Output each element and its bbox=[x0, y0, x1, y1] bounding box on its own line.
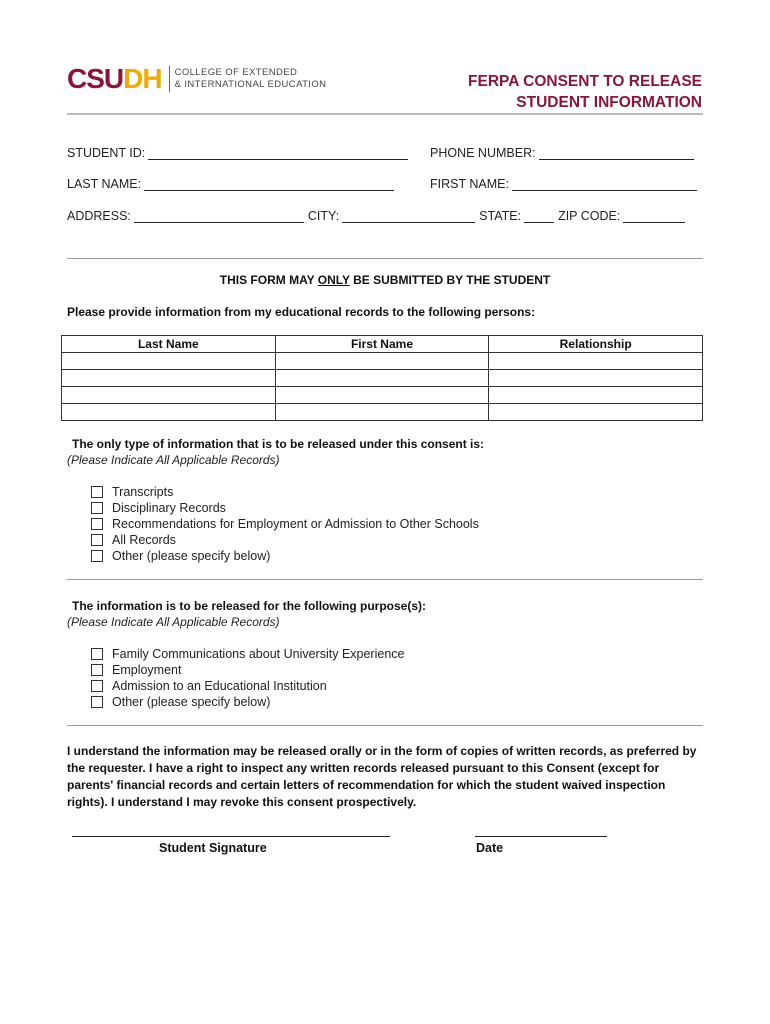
student-signature-label: Student Signature bbox=[159, 841, 267, 855]
option-other-info[interactable] bbox=[91, 548, 479, 564]
section-divider-3 bbox=[67, 725, 703, 726]
checkbox[interactable] bbox=[91, 518, 103, 530]
table-cell[interactable] bbox=[62, 353, 276, 370]
address-label: ADDRESS: bbox=[67, 209, 131, 223]
consent-statement: I understand the information may be released orally or in the form of copies of written records, as preferred by the requester. I have a right to inspect any written records released pursuant to this Consent (except for parents' financial records and certain letters of recommendation for which the student waived inspection rights). I understand I may revoke this consent prospectively. bbox=[67, 744, 697, 809]
option-label: Recommendations for Employment or Admission to Other Schools bbox=[112, 517, 479, 531]
option-other-purpose[interactable] bbox=[91, 694, 404, 710]
last-name-field[interactable] bbox=[67, 177, 394, 191]
student-id-field[interactable] bbox=[67, 146, 408, 160]
table-cell[interactable] bbox=[275, 404, 489, 421]
table-cell[interactable] bbox=[489, 404, 703, 421]
address-row bbox=[67, 209, 689, 223]
checkbox[interactable] bbox=[91, 696, 103, 708]
state-blank[interactable] bbox=[524, 210, 554, 223]
date-label: Date bbox=[476, 841, 504, 855]
option-label: Other (please specify below) bbox=[112, 695, 271, 709]
address-blank[interactable] bbox=[134, 210, 304, 223]
checkbox[interactable] bbox=[91, 502, 103, 514]
form-title-line-1: FERPA CONSENT TO RELEASE bbox=[468, 73, 702, 90]
zip-code-label: ZIP CODE: bbox=[558, 209, 621, 223]
section-divider-1 bbox=[67, 258, 703, 259]
table-cell[interactable] bbox=[62, 387, 276, 404]
persons-intro: Please provide information from my educational records to the following persons: bbox=[67, 305, 536, 319]
checkbox[interactable] bbox=[91, 550, 103, 562]
table-row bbox=[62, 404, 703, 421]
option-family-communications[interactable] bbox=[91, 646, 404, 662]
checkbox[interactable] bbox=[91, 534, 103, 546]
checkbox[interactable] bbox=[91, 486, 103, 498]
logo-dh-text: DH bbox=[123, 63, 162, 94]
phone-number-blank[interactable] bbox=[539, 147, 694, 160]
option-all-records[interactable] bbox=[91, 532, 479, 548]
logo-college-name bbox=[175, 67, 327, 91]
option-transcripts[interactable] bbox=[91, 484, 479, 500]
date-line[interactable] bbox=[475, 836, 607, 837]
info-type-options bbox=[91, 484, 479, 564]
checkbox[interactable] bbox=[91, 680, 103, 692]
option-label: Admission to an Educational Institution bbox=[112, 679, 327, 693]
purpose-subheading: (Please Indicate All Applicable Records) bbox=[67, 615, 280, 629]
first-name-blank[interactable] bbox=[512, 178, 697, 191]
form-title bbox=[468, 71, 702, 113]
option-admission[interactable] bbox=[91, 678, 404, 694]
table-cell[interactable] bbox=[489, 353, 703, 370]
phone-number-field[interactable] bbox=[430, 146, 694, 160]
notice-text-before: THIS FORM MAY bbox=[219, 273, 318, 287]
title-divider bbox=[67, 113, 703, 115]
phone-number-label: PHONE NUMBER: bbox=[430, 146, 536, 160]
student-id-blank[interactable] bbox=[148, 147, 408, 160]
col-relationship: Relationship bbox=[489, 336, 703, 353]
option-label: All Records bbox=[112, 533, 176, 547]
option-recommendations[interactable] bbox=[91, 516, 479, 532]
table-row bbox=[62, 387, 703, 404]
table-cell[interactable] bbox=[62, 370, 276, 387]
logo-line-1: COLLEGE OF EXTENDED bbox=[174, 67, 298, 78]
purpose-options bbox=[91, 646, 404, 710]
submission-notice bbox=[0, 273, 770, 287]
option-label: Other (please specify below) bbox=[112, 549, 271, 563]
logo-divider bbox=[169, 66, 170, 92]
city-blank[interactable] bbox=[342, 210, 475, 223]
col-first-name: First Name bbox=[275, 336, 489, 353]
first-name-label: FIRST NAME: bbox=[430, 177, 509, 191]
table-row bbox=[62, 370, 703, 387]
info-type-heading: The only type of information that is to be released under this consent is: bbox=[72, 437, 485, 451]
option-label: Employment bbox=[112, 663, 182, 677]
table-header-row bbox=[62, 336, 703, 353]
table-cell[interactable] bbox=[489, 387, 703, 404]
option-label: Transcripts bbox=[112, 485, 174, 499]
table-cell[interactable] bbox=[275, 370, 489, 387]
table-cell[interactable] bbox=[275, 387, 489, 404]
checkbox[interactable] bbox=[91, 664, 103, 676]
logo-line-2: & INTERNATIONAL EDUCATION bbox=[174, 79, 327, 90]
option-disciplinary-records[interactable] bbox=[91, 500, 479, 516]
student-id-label: STUDENT ID: bbox=[67, 146, 146, 160]
form-title-line-2: STUDENT INFORMATION bbox=[516, 94, 702, 111]
logo-csu-text: CSU bbox=[67, 63, 124, 94]
city-label: CITY: bbox=[307, 209, 340, 223]
zip-code-blank[interactable] bbox=[623, 210, 685, 223]
student-signature-line[interactable] bbox=[72, 836, 390, 837]
option-label: Family Communications about University Experience bbox=[112, 647, 405, 661]
notice-emphasis: ONLY bbox=[317, 273, 350, 287]
table-row bbox=[62, 353, 703, 370]
option-employment[interactable] bbox=[91, 662, 404, 678]
checkbox[interactable] bbox=[91, 648, 103, 660]
first-name-field[interactable] bbox=[430, 177, 697, 191]
col-last-name: Last Name bbox=[62, 336, 276, 353]
notice-text-after: BE SUBMITTED BY THE STUDENT bbox=[349, 273, 551, 287]
table-cell[interactable] bbox=[275, 353, 489, 370]
section-divider-2 bbox=[67, 579, 703, 580]
last-name-blank[interactable] bbox=[144, 178, 394, 191]
csudh-logo bbox=[67, 63, 327, 94]
info-type-subheading: (Please Indicate All Applicable Records) bbox=[67, 453, 280, 467]
option-label: Disciplinary Records bbox=[112, 501, 226, 515]
table-cell[interactable] bbox=[489, 370, 703, 387]
purpose-heading: The information is to be released for the following purpose(s): bbox=[72, 599, 427, 613]
table-cell[interactable] bbox=[62, 404, 276, 421]
state-label: STATE: bbox=[479, 209, 522, 223]
persons-table bbox=[61, 335, 703, 421]
last-name-label: LAST NAME: bbox=[67, 177, 142, 191]
